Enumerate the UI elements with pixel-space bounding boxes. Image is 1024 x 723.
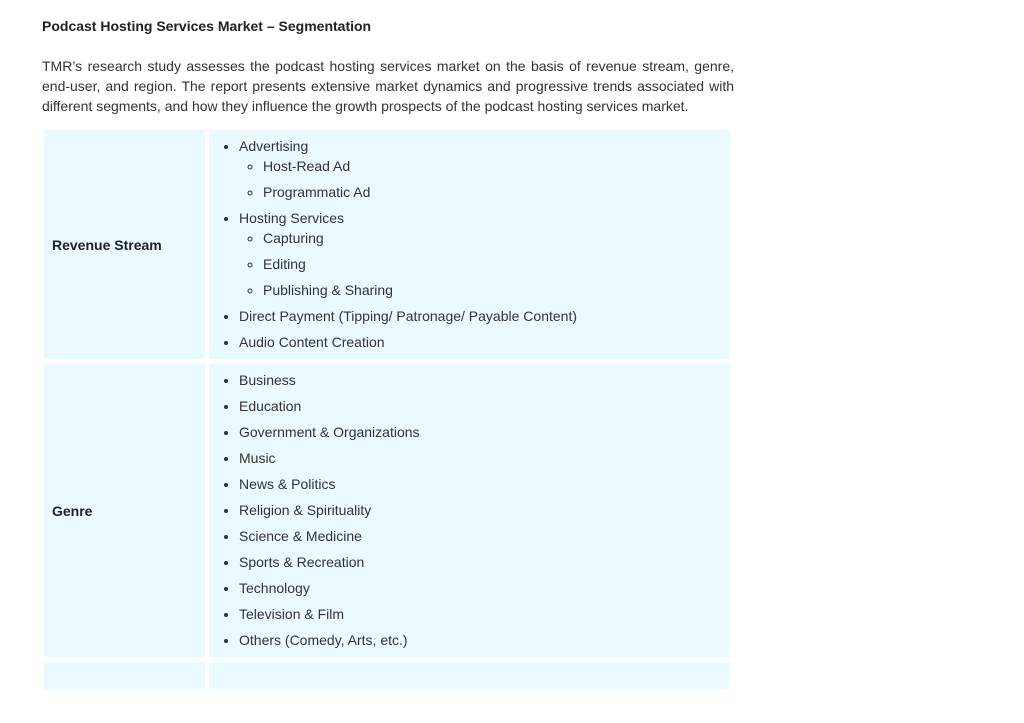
segment-items-cell-partial [209, 662, 730, 689]
segment-row [44, 130, 730, 359]
segment-item [239, 579, 730, 597]
segment-name: Revenue Stream [44, 130, 205, 359]
segment-item [239, 631, 730, 649]
sub-item-list [239, 157, 730, 201]
segment-item [239, 501, 730, 519]
segment-name-partial [44, 662, 205, 689]
segment-item-label: Technology [239, 580, 310, 596]
sub-item-list [239, 229, 730, 299]
segment-item-label: Others (Comedy, Arts, etc.) [239, 632, 408, 648]
segment-item-label: Religion & Spirituality [239, 502, 372, 518]
segment-item [239, 371, 730, 389]
segment-item [239, 449, 730, 467]
segment-item-list [209, 137, 730, 351]
segment-item [239, 527, 730, 545]
segment-row-partial [44, 662, 730, 689]
segment-item [239, 137, 730, 201]
segment-item-label: News & Politics [239, 476, 336, 492]
segment-item-label: Government & Organizations [239, 424, 420, 440]
segmentation-table-body [44, 130, 730, 689]
segment-item [239, 397, 730, 415]
segment-item-label: Music [239, 450, 276, 466]
segment-item [239, 553, 730, 571]
article-content [42, 0, 734, 694]
segment-item [239, 333, 730, 351]
segment-item-list [209, 371, 730, 649]
segment-items-cell [209, 364, 730, 657]
segment-item [239, 307, 730, 325]
segment-item [239, 605, 730, 623]
segment-item [239, 209, 730, 299]
segment-item [239, 475, 730, 493]
sub-item: ◦ Host-Read Ad [263, 157, 730, 175]
intro-paragraph: TMR’s research study assesses the podcast hosting services market on the basis of revenue stream, genre, end-user, and region. The report presents extensive market dynamics and progressive trends associated with different segments, and how they influence the growth prospects of the podcast hosting services market. [42, 58, 734, 114]
segment-row [44, 364, 730, 657]
segment-items-cell [209, 130, 730, 359]
segment-name: Genre [44, 364, 205, 657]
page-title: Podcast Hosting Services Market – Segmentation [42, 18, 372, 34]
segmentation-table [40, 125, 734, 694]
segment-item-label: Science & Medicine [239, 528, 362, 544]
segment-item-label: Hosting Services [239, 210, 345, 226]
segment-item-label: Audio Content Creation [239, 334, 385, 350]
sub-item: ◦ Programmatic Ad [263, 183, 730, 201]
sub-item: ◦ Capturing [263, 229, 730, 247]
segment-item-label: Sports & Recreation [239, 554, 365, 570]
segment-item-label: Advertising [239, 138, 309, 154]
segment-item-label: Direct Payment (Tipping/ Patronage/ Payable Content) [239, 308, 577, 324]
sub-item: ◦ Editing [263, 255, 730, 273]
segment-item-label: Business [239, 372, 296, 388]
sub-item: ◦ Publishing & Sharing [263, 281, 730, 299]
segment-item-label: Television & Film [239, 606, 345, 622]
segment-item [239, 423, 730, 441]
segment-item-label: Education [239, 398, 302, 414]
